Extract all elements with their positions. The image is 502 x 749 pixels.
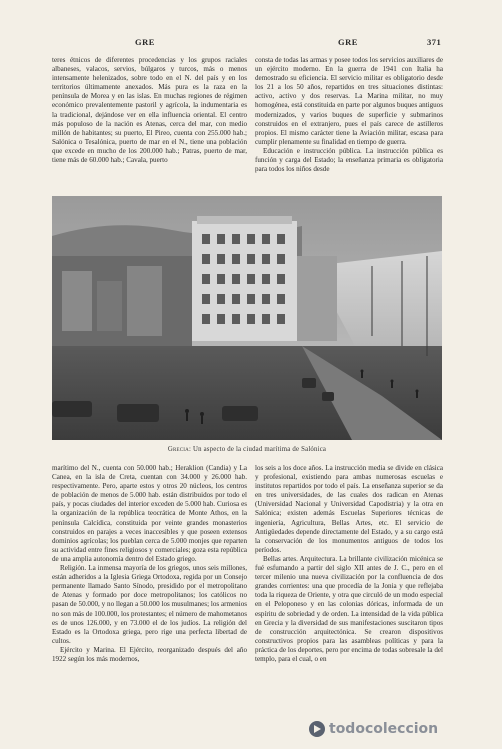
paragraph: teres étnicos de diferentes procedencias y los grupos raciales albaneses, valacos, servios, búlgaros y turcos, más o menos intensamente helenizados, sobre todo en el N. del país y en los territorios últimamente anexados. Más pura es la raza en la península de Morea y en las islas. En muchas regiones de régimen económico prevalentemente pastoril y agrícola, la indumentaria es la tradicional, dejándose ver en ella influencia oriental. El centro más populoso de la nación es Atenas, cerca del mar, con medio millón de habitantes; su puerto, El Pireo, cuenta con 255.000 hab.; Salónica o Tesalónica, puerto de mar en el N., tiene una población que excede en mucho de los 200.000 hab.; Patras, puerto de mar, tiene más de 60.000 hab.; Cavala, puerto <box>52 56 247 165</box>
page-number: 371 <box>427 37 442 47</box>
paragraph: marítimo del N., cuenta con 50.000 hab.; Heraklion (Candia) y La Canea, en la isla de Creta, cuentan con 34.000 y 26.000 hab. respectivamente. Pero, aparte estos y otros 20 núcleos, los centros de población de menos de 5.000 hab. están distribuidos por todo el país, y pocas ciudades del interior exceden de 5.000 hab. Curiosa es la organización de la república teocrática de Monte Athos, en la península Calcídica, constituida por veinte grandes monasterios construidos en parajes a veces inaccesibles y que poseen extensos dominios agrícolas; los pueblan cerca de 5.000 monjes que reparten su actividad entre fines religiosos y comerciales; goza esta república de una amplia autonomía dentro del Estado griego. <box>52 464 247 563</box>
column-left-top <box>52 56 247 198</box>
caption-text: : Un aspecto de la ciudad marítima de Salónica <box>188 446 327 453</box>
column-right-top <box>255 56 443 198</box>
caption-label: Grecia <box>167 446 189 453</box>
paragraph: Ejército y Marina. El Ejército, reorganizado después del año 1922 según los más modernos, <box>52 645 247 663</box>
column-left-bottom <box>52 464 247 706</box>
paragraph: Educación e instrucción pública. La instrucción pública es función y carga del Estado; la enseñanza primaria es obligatoria para todos los niños desde <box>255 146 443 174</box>
photo-caption <box>52 446 442 453</box>
paragraph: consta de todas las armas y posee todos los servicios auxiliares de un ejército moderno. En la guerra de 1941 con Italia ha demostrado su eficiencia. El servicio militar es obligatorio desde los 21 a los 50 años, repartidos en tres situaciones distintas: activo, activo y dos reservas. La Marina militar, no muy homogénea, está constituida en parte por algunos buques antiguos modernizados, y varios buques de superficie y submarinos construidos en el extranjero, pues el país carece de astilleros propios. El mismo carácter tiene la Aviación militar, escasa para cumplir plenamente su finalidad en tiempo de guerra. <box>255 56 443 146</box>
watermark-text: todocoleccion <box>329 721 439 737</box>
paragraph: Religión. La inmensa mayoría de los griegos, unos seis millones, están adheridos a la Iglesia Griega Ortodoxa, regida por un Consejo permanente llamado Santo Sínodo, presidido por el metropolitano de Atenas y formado por doce metropolitanos; los católicos no pasan de 50.000, y no llegan a 50.000 los musulmanes; los armenios no son más de 100.000, los protestantes; el número de mahometanos es de unos 126.000, y en 73.000 el de los judíos. La religión del Estado es la Ortodoxa griega, pero rige una perfecta libertad de cultos. <box>52 564 247 645</box>
header-left-word: GRE <box>135 37 155 47</box>
play-icon <box>309 721 325 737</box>
watermark-logo <box>309 717 484 741</box>
paragraph: Bellas artes. Arquitectura. La brillante civilización micénica se fué esfumando a partir del siglo XII antes de J. C., pero en el tercer milenio una nueva civilización por la confluencia de dos grandes corrientes: una que procedía de la Jonia y que reflejaba toda la riqueza de Oriente, y otra que circuló de un modo especial en el Peloponeso y en las colonias dóricas, informada de un espíritu de sobriedad y de orden. La intensidad de la vida pública en Grecia y la diversidad de sus manifestaciones suscitaron tipos de construcción arquitectónica. Se crearon dispositivos constructivos propios para las asambleas políticas y para la práctica de los deportes, pero por encima de todas sobresale la del templo, para el cual, o en <box>255 554 443 663</box>
header-middle-word: GRE <box>338 37 358 47</box>
paragraph: los seis a los doce años. La instrucción media se divide en clásica y profesional, existiendo para ambas numerosas escuelas e institutos repartidos por todo el país. La enseñanza superior se da en tres universidades, de las cuales dos radican en Atenas (Universidad Nacional y Universidad Capodistria) y la otra en Salónica; existen además Escuelas Superiores técnicas de ingeniería, Agricultura, Bellas Artes, etc. El servicio de Antigüedades depende directamente del Estado, y a su cargo está la conservación de los monumentos antiguos de todos los períodos. <box>255 464 443 554</box>
column-right-bottom <box>255 464 443 706</box>
running-header <box>0 37 502 51</box>
photograph-salonica <box>52 196 442 440</box>
